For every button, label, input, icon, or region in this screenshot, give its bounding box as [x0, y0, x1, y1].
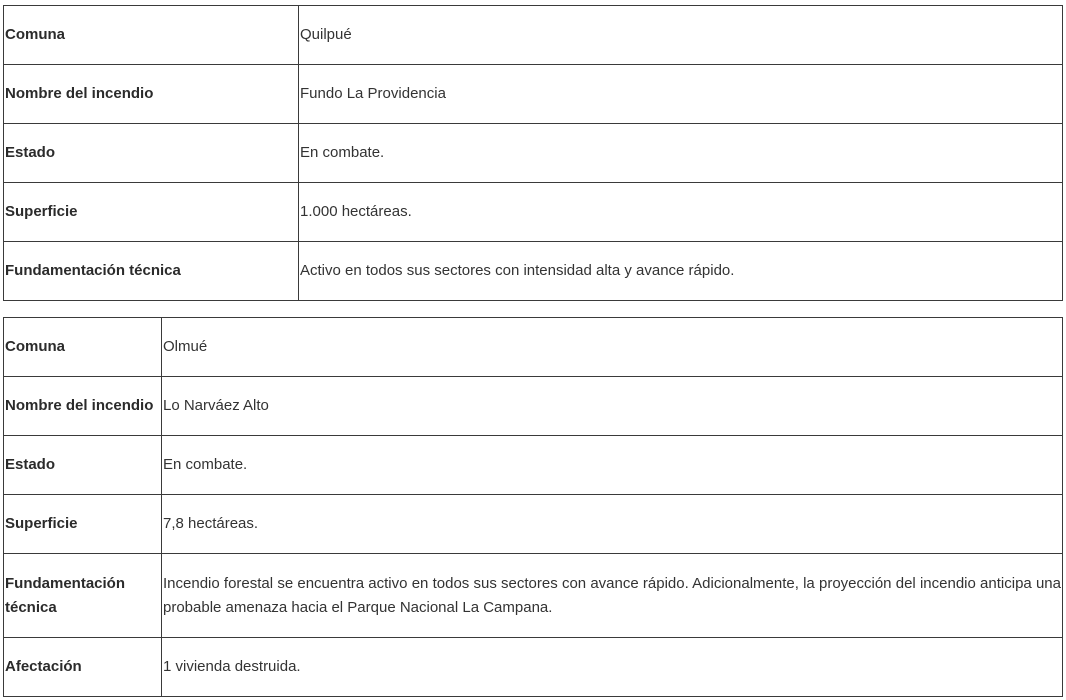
row-label-nombre: Nombre del incendio — [4, 65, 299, 124]
row-label-afectacion: Afectación — [4, 638, 162, 697]
row-value-nombre: Fundo La Providencia — [299, 65, 1063, 124]
row-label-comuna: Comuna — [4, 318, 162, 377]
table-row — [4, 124, 1063, 183]
table-row — [4, 6, 1063, 65]
row-value-nombre: Lo Narváez Alto — [162, 377, 1063, 436]
row-label-estado: Estado — [4, 436, 162, 495]
row-value-comuna: Olmué — [162, 318, 1063, 377]
row-value-fundamentacion: Incendio forestal se encuentra activo en todos sus sectores con avance rápido. Adicionalmente, la proyección del incendio anticipa una probable amenaza hacia el Parque Nacional La Campana. — [162, 554, 1063, 638]
row-label-fundamentacion: Fundamentación técnica — [4, 554, 162, 638]
table-row — [4, 318, 1063, 377]
row-label-estado: Estado — [4, 124, 299, 183]
row-value-afectacion: 1 vivienda destruida. — [162, 638, 1063, 697]
table-row — [4, 242, 1063, 301]
row-value-fundamentacion: Activo en todos sus sectores con intensidad alta y avance rápido. — [299, 242, 1063, 301]
table-row — [4, 377, 1063, 436]
row-label-superficie: Superficie — [4, 495, 162, 554]
row-value-superficie: 7,8 hectáreas. — [162, 495, 1063, 554]
fire-info-table-olmue — [3, 317, 1063, 697]
row-label-nombre: Nombre del incendio — [4, 377, 162, 436]
row-value-comuna: Quilpué — [299, 6, 1063, 65]
table-row — [4, 495, 1063, 554]
row-label-superficie: Superficie — [4, 183, 299, 242]
row-value-estado: En combate. — [162, 436, 1063, 495]
table-row — [4, 554, 1063, 638]
row-label-fundamentacion: Fundamentación técnica — [4, 242, 299, 301]
row-label-comuna: Comuna — [4, 6, 299, 65]
row-value-estado: En combate. — [299, 124, 1063, 183]
table-row — [4, 638, 1063, 697]
fire-info-table-quilpue — [3, 5, 1063, 301]
row-value-superficie: 1.000 hectáreas. — [299, 183, 1063, 242]
table-row — [4, 436, 1063, 495]
table-row — [4, 65, 1063, 124]
table-row — [4, 183, 1063, 242]
